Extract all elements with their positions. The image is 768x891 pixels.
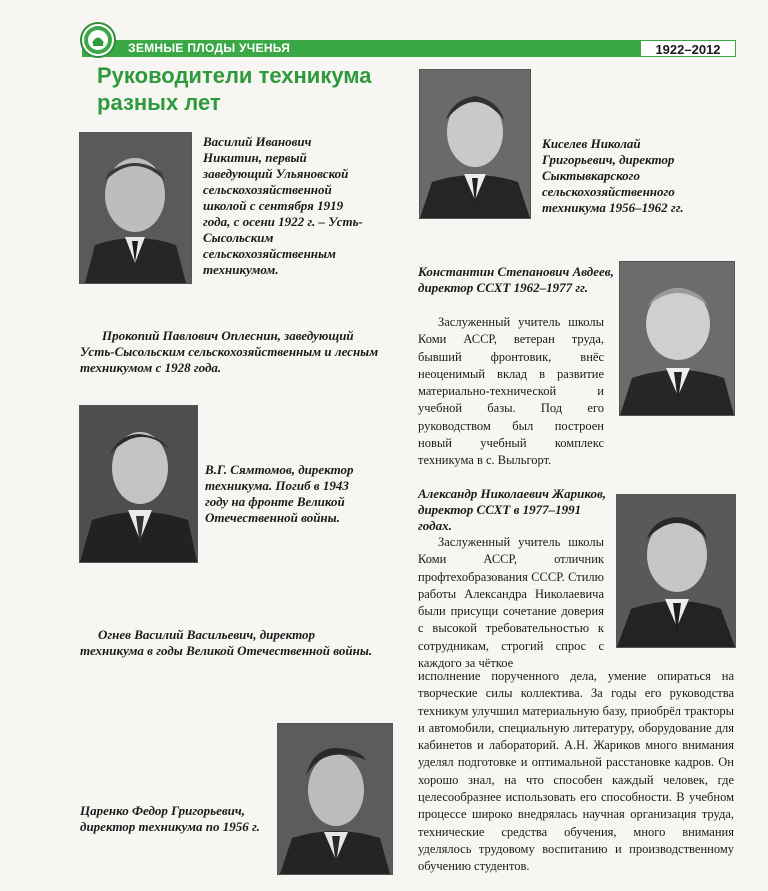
caption-zharikov: Александр Николаевич Жариков, директор ССХТ в 1977–1991 годах. — [418, 486, 607, 533]
caption-ognev: Огнев Василий Васильевич, директор техникума в годы Великой Отечественной войны. — [80, 627, 373, 658]
page-title: Руководители техникума разных лет — [97, 63, 372, 115]
photo-tsarenko — [278, 724, 392, 874]
caption-nikitin: Василий Иванович Никитин, первый заведующий Ульяновской сельскохозяйственной школой с сентября 1919 года, с осени 1922 г. – Усть-Сысольским сельскохозяйственным техникумом. — [203, 134, 363, 277]
text-zharikov-part1: Заслуженный учитель школы Коми АССР, отличник профтехобразования СССР. Стилю работы Александра Николаевича были присущи сочетание доверия с высокой требовательностью к сотрудникам, строгий спрос с каждого за чёткое — [418, 535, 604, 671]
caption-tsarenko: Царенко Федор Григорьевич, директор техникума по 1956 г. — [80, 803, 260, 834]
photo-kiselev — [420, 70, 530, 218]
photo-zharikov — [617, 495, 735, 647]
caption-syamtomov: В.Г. Сямтомов, директор техникума. Погиб в 1943 году на фронте Великой Отечественной войны. — [205, 462, 354, 525]
photo-syamtomov — [80, 406, 197, 562]
text-zharikov-part2: исполнение порученного дела, умение опираться на творческие силы коллектива. За годы его руководства техникум улучшил материальную базу, приобрёл тракторы и автомобили, специальную литературу, оборудование для кабинетов и лабораторий. А.Н. Жариков много внимания уделял подготовке и оптимальной расстановке кадров. Он хорошо знал, на что способен каждый человек, где целесообразнее использовать его способности. В учебном процессе широко внедрялась научная организация труда, технические средства обучения, много внимания уделялось трудовому воспитанию и производственному обучению студентов. — [418, 669, 734, 874]
photo-nikitin — [80, 133, 191, 283]
photo-avdeev — [620, 262, 734, 415]
header-years: 1922–2012 — [640, 40, 736, 57]
header-title: ЗЕМНЫЕ ПЛОДЫ УЧЕНЬЯ — [128, 41, 291, 55]
caption-avdeev: Константин Степанович Авдеев, директор ССХТ 1962–1977 гг. — [418, 264, 614, 295]
college-emblem-icon — [80, 22, 116, 58]
caption-oplesnin: Прокопий Павлович Оплеснин, заведующий Усть-Сысольским сельскохозяйственным и лесным техникумом с 1928 года. — [80, 328, 379, 375]
caption-kiselev: Киселев Николай Григорьевич, директор Сыктывкарского сельскохозяйственного техникума 1956–1962 гг. — [542, 136, 684, 215]
text-avdeev: Заслуженный учитель школы Коми АССР, ветеран труда, бывший фронтовик, внёс неоценимый вклад в развитие материально-технической и учебной базы. Под его руководством был построен новый учебный комплекс техникума в с. Выльгорт. — [418, 315, 604, 468]
